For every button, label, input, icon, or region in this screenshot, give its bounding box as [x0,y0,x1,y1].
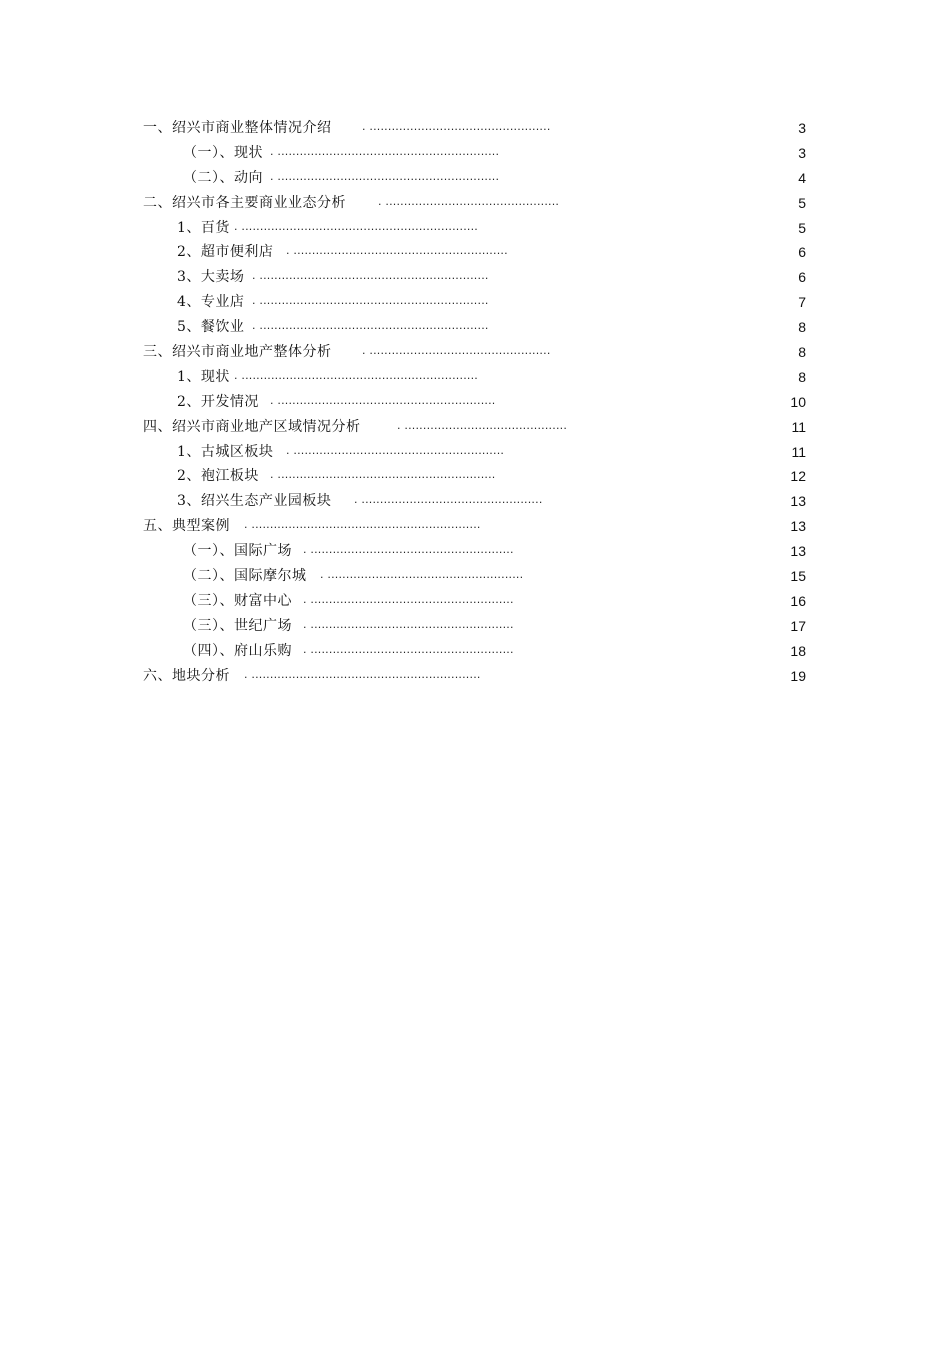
toc-entry-title: 三、绍兴市商业地产整体分析 [143,344,332,361]
toc-page-number: 19 [790,667,806,684]
toc-row[interactable] [0,240,950,265]
toc-entry-title: （三）、世纪广场 [183,617,292,634]
toc-leader-dots: . ....................................................... [303,543,514,557]
toc-leader-dots: . .............................................................. [252,294,489,308]
toc-page-number: 5 [798,194,806,211]
toc-page-number: 3 [798,120,806,136]
toc-entry-title: （一）、现状 [183,144,263,161]
toc-row[interactable] [0,664,950,689]
toc-leader-dots: . .............................................................. [244,518,481,532]
toc-row[interactable] [0,440,950,465]
toc-entry-title: 2、袍江板块 [177,468,259,485]
toc-row[interactable] [0,315,950,340]
toc-leader-dots: . ....................................................... [303,592,514,606]
toc-entry-title: 3、大卖场 [177,269,245,286]
toc-entry-title: 2、开发情况 [177,393,259,410]
toc-leader-dots: . .............................................................. [244,667,481,681]
toc-entry-title: 1、古城区板块 [177,443,274,460]
toc-entry-title: （四）、府山乐购 [183,642,292,659]
toc-entry-title: 一、绍兴市商业整体情况介绍 [143,120,332,136]
toc-leader-dots: . ........................................................... [270,393,496,407]
toc-entry-title: 二、绍兴市各主要商业业态分析 [143,194,346,211]
toc-row[interactable] [0,116,950,141]
toc-page-number: 8 [798,368,806,385]
toc-leader-dots: . ............................................................ [270,144,500,158]
toc-page-number: 18 [790,642,806,659]
toc-page-number: 13 [790,493,806,510]
toc-entry-title: （三）、财富中心 [183,592,292,609]
toc-row[interactable] [0,166,950,191]
toc-leader-dots: . ......................................................... [286,443,505,457]
toc-page-number: 15 [790,568,806,585]
toc-row[interactable] [0,464,950,489]
toc-page-number: 6 [798,244,806,261]
toc-leader-dots: . ............................................................ [270,169,500,183]
toc-row[interactable] [0,489,950,514]
toc-row[interactable] [0,539,950,564]
toc-row[interactable] [0,265,950,290]
toc-row[interactable] [0,365,950,390]
toc-leader-dots: . ................................................. [362,120,551,133]
toc-entry-title: （二）、动向 [183,169,263,186]
toc-row[interactable] [0,290,950,315]
toc-entry-title: 六、地块分析 [143,667,230,684]
toc-row[interactable] [0,589,950,614]
toc-page-number: 11 [791,418,806,435]
toc-entry-title: 1、现状 [177,368,230,385]
toc-page-number: 7 [798,294,806,311]
toc-leader-dots: . .............................................................. [252,269,489,283]
toc-leader-dots: . ....................................................... [303,617,514,631]
toc-page-number: 8 [798,319,806,336]
toc-leader-dots: . .......................................................... [286,244,508,258]
toc-leader-dots: . ................................................. [362,344,551,358]
toc-row[interactable] [0,216,950,241]
toc-entry-title: （一）、国际广场 [183,543,292,560]
toc-leader-dots: . ............................................... [378,194,560,208]
toc-leader-dots: . .............................................................. [252,319,489,333]
toc-row[interactable] [0,390,950,415]
toc-page-number: 12 [790,468,806,485]
toc-entry-title: 2、超市便利店 [177,244,274,261]
toc-row[interactable] [0,614,950,639]
toc-entry-title: 五、典型案例 [143,518,230,535]
toc-row[interactable] [0,564,950,589]
toc-page-number: 13 [790,518,806,535]
toc-entry-title: 3、绍兴生态产业园板块 [177,493,332,510]
toc-leader-dots: . ................................................. [354,493,543,507]
toc-row[interactable] [0,514,950,539]
toc-row[interactable] [0,639,950,664]
toc-leader-dots: . ........................................................... [270,468,496,482]
toc-page-number: 16 [790,592,806,609]
toc-row[interactable] [0,141,950,166]
toc-leader-dots: . ................................................................ [234,219,478,233]
toc-page-number: 6 [798,269,806,286]
toc-entry-title: 5、餐饮业 [177,319,245,336]
toc-leader-dots: . ..................................................... [320,568,524,582]
toc-page-number: 3 [798,144,806,161]
toc-entry-title: 1、百货 [177,219,230,236]
toc-row[interactable] [0,340,950,365]
toc-page-number: 5 [798,219,806,236]
toc-page-number: 4 [798,169,806,186]
toc-entry-title: 4、专业店 [177,294,245,311]
toc-row[interactable] [0,415,950,440]
toc-page-number: 17 [790,617,806,634]
table-of-contents [0,116,950,688]
toc-page-number: 13 [790,543,806,560]
toc-entry-title: （二）、国际摩尔城 [183,568,307,585]
toc-page-number: 11 [791,443,806,460]
toc-leader-dots: . ....................................................... [303,642,514,656]
toc-entry-title: 四、绍兴市商业地产区域情况分析 [143,418,361,435]
toc-row[interactable] [0,191,950,216]
toc-page-number: 8 [798,344,806,361]
toc-leader-dots: . ................................................................ [234,368,478,382]
toc-leader-dots: . ............................................ [397,418,568,432]
toc-page-number: 10 [790,393,806,410]
